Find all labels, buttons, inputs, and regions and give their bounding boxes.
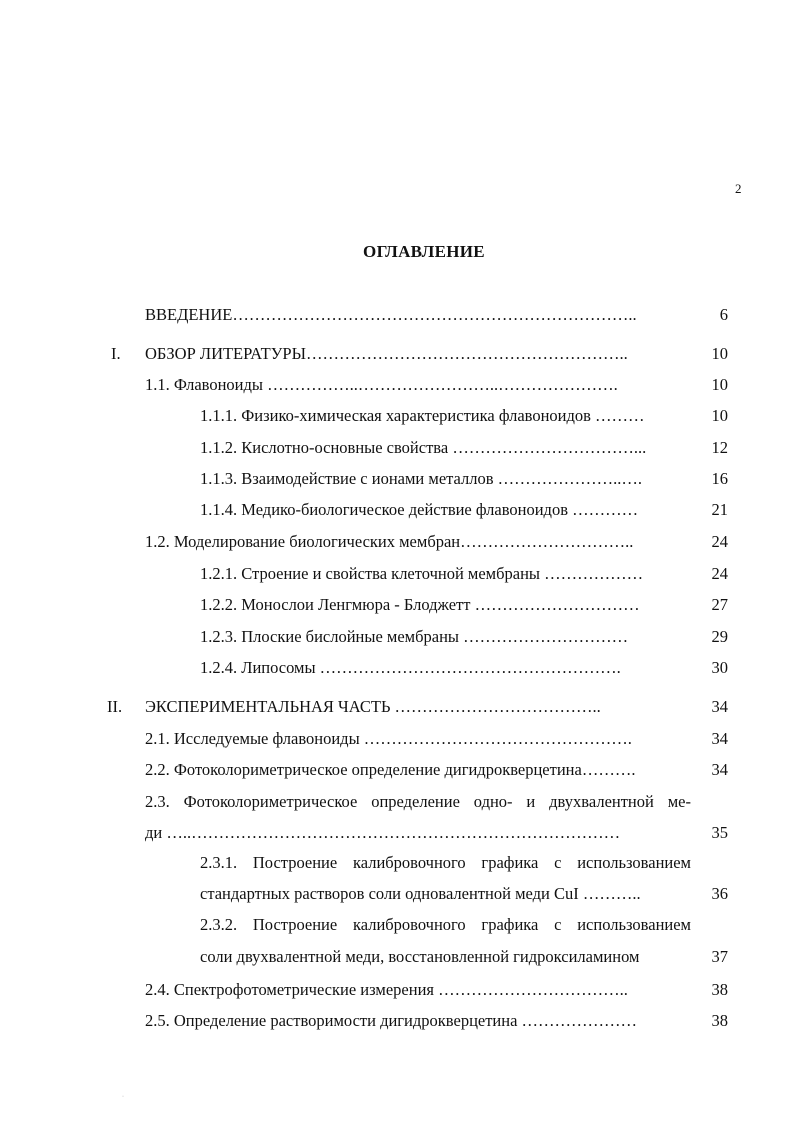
toc-page-s1-1-4: 21: [711, 500, 728, 519]
toc-page-s1: 10: [711, 344, 728, 363]
toc-entry-s2-3-2-line2: соли двухвалентной меди, восстановленной гидроксиламином: [200, 947, 640, 966]
toc-entry-s2: ЭКСПЕРИМЕНТАЛЬНАЯ ЧАСТЬ ………………………………..: [145, 697, 601, 716]
toc-entry-s2-3-1-line1: 2.3.1. Построение калибровочного графика с использованием: [200, 853, 691, 872]
toc-page-s1-2: 24: [711, 532, 728, 551]
toc-page-intro: 6: [719, 305, 728, 324]
toc-page-s2: 34: [711, 697, 728, 716]
toc-entry-s2-3-line2: ди …..……………………………………………………………………: [145, 823, 621, 842]
toc-page-s1-1: 10: [711, 375, 728, 394]
toc-entry-s1-2-1: 1.2.1. Строение и свойства клеточной мембраны ………………: [200, 564, 644, 583]
toc-entry-s2-5: 2.5. Определение растворимости дигидрокверцетина …………………: [145, 1011, 638, 1030]
toc-entry-s1-1-1: 1.1.1. Физико-химическая характеристика флавоноидов ………: [200, 406, 645, 425]
toc-entry-s2-3-2-line1: 2.3.2. Построение калибровочного графика с использованием: [200, 915, 691, 934]
page-title: ОГЛАВЛЕНИЕ: [363, 242, 485, 261]
toc-entry-s1-1-3: 1.1.3. Взаимодействие с ионами металлов …………………..….: [200, 469, 643, 488]
toc-page-s1-1-1: 10: [711, 406, 728, 425]
toc-page-s2-1: 34: [711, 729, 728, 748]
toc-entry-s1-2: 1.2. Моделирование биологических мембран…………………………..: [145, 532, 634, 551]
toc-entry-s1-1: 1.1. Флавоноиды ……………..……………………..………………….: [145, 375, 618, 394]
toc-page-s2-2: 34: [711, 760, 728, 779]
toc-page-s1-2-3: 29: [711, 627, 728, 646]
toc-page-s1-2-1: 24: [711, 564, 728, 583]
page-number: 2: [735, 181, 742, 196]
toc-entry-s2-4: 2.4. Спектрофотометрические измерения ……………………………..: [145, 980, 628, 999]
toc-entry-s2-3-1-line2: стандартных растворов соли одновалентной меди CuI ………..: [200, 884, 641, 903]
toc-entry-s1-1-4: 1.1.4. Медико-биологическое действие флавоноидов …………: [200, 500, 639, 519]
toc-page-s1-1-3: 16: [711, 469, 728, 488]
toc-page-s2-5: 38: [711, 1011, 728, 1030]
scan-speck: ·: [122, 1094, 124, 1100]
toc-page-s1-2-4: 30: [711, 658, 728, 677]
toc-entry-s2-1: 2.1. Исследуемые флавоноиды ………………………………………….: [145, 729, 632, 748]
toc-roman-2: II.: [107, 697, 123, 716]
toc-entry-s1-1-2: 1.1.2. Кислотно-основные свойства ……………………………...: [200, 438, 647, 457]
toc-entry-s1: ОБЗОР ЛИТЕРАТУРЫ…………………………………………………..: [145, 344, 628, 363]
toc-page-s2-3-2: 37: [711, 947, 728, 966]
toc-page-s1-2-2: 27: [711, 595, 728, 614]
toc-page-s2-3-1: 36: [711, 884, 728, 903]
toc-entry-s1-2-4: 1.2.4. Липосомы ……………………………………………….: [200, 658, 621, 677]
toc-entry-intro: ВВЕДЕНИЕ………………………………………………………………..: [145, 305, 637, 324]
toc-page-s1-1-2: 12: [711, 438, 728, 457]
toc-entry-s2-3-line1: 2.3. Фотоколориметрическое определение одно- и двухвалентной ме-: [145, 792, 691, 811]
toc-page-s2-3: 35: [711, 823, 728, 842]
toc-entry-s1-2-3: 1.2.3. Плоские бислойные мембраны …………………………: [200, 627, 629, 646]
toc-entry-s2-2: 2.2. Фотоколориметрическое определение дигидрокверцетина……….: [145, 760, 636, 779]
toc-page-s2-4: 38: [711, 980, 728, 999]
toc-entry-s1-2-2: 1.2.2. Монослои Ленгмюра - Блоджетт …………………………: [200, 595, 640, 614]
toc-roman-1: I.: [111, 344, 121, 363]
